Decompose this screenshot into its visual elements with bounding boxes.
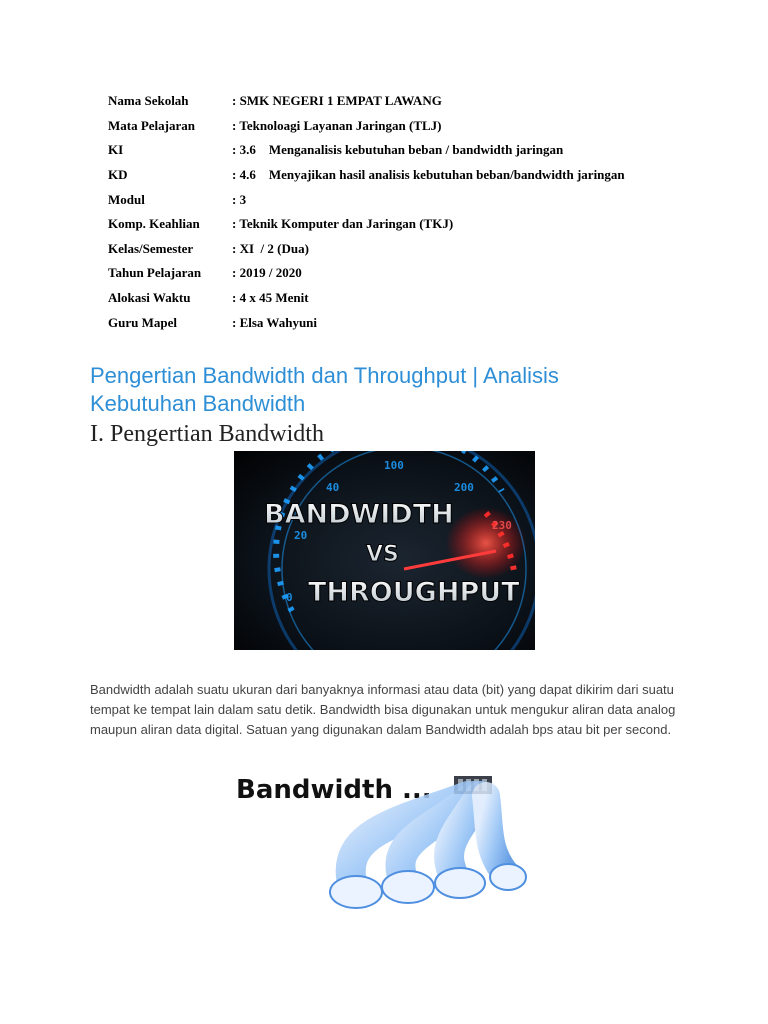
info-label: Mata Pelajaran bbox=[108, 117, 196, 133]
gauge-tick-label: 40 bbox=[326, 481, 340, 494]
info-row-school bbox=[108, 89, 625, 114]
info-label: KD bbox=[108, 167, 128, 183]
bandwidth-vs-throughput-image bbox=[234, 451, 535, 650]
info-row-subject bbox=[108, 114, 625, 139]
info-row-year bbox=[108, 261, 625, 286]
info-label: Komp. Keahlian bbox=[108, 216, 200, 232]
figure-text-throughput: THROUGHPUT bbox=[308, 577, 520, 608]
bandwidth-tubes-image bbox=[228, 762, 528, 918]
info-row-ki bbox=[108, 138, 625, 163]
figure-text-bandwidth-dots: Bandwidth ... bbox=[236, 775, 432, 805]
gauge-tick-label: 200 bbox=[454, 481, 474, 494]
gauge-tick-label: 20 bbox=[294, 529, 308, 542]
speedometer-graphic bbox=[234, 451, 535, 650]
info-row-module bbox=[108, 187, 625, 212]
info-label: Tahun Pelajaran bbox=[108, 265, 202, 281]
info-label: Guru Mapel bbox=[108, 314, 177, 330]
info-label: Modul bbox=[108, 191, 145, 207]
info-label: Kelas/Semester bbox=[108, 240, 194, 256]
info-value: : 4 x 45 Menit bbox=[232, 290, 309, 306]
info-label: Nama Sekolah bbox=[108, 93, 189, 109]
info-label: Alokasi Waktu bbox=[108, 290, 191, 306]
bandwidth-tubes-graphic bbox=[228, 762, 528, 918]
figure-text-bandwidth: BANDWIDTH bbox=[264, 499, 454, 530]
info-row-teacher bbox=[108, 310, 625, 335]
info-value: : 3 bbox=[232, 191, 247, 207]
bandwidth-definition-paragraph: Bandwidth adalah suatu ukuran dari banyaknya informasi atau data (bit) yang dapat dikirim dari suatu tempat ke tempat lain dalam satu detik. Bandwidth bisa digunakan untuk mengukur aliran data analog maupun aliran data digital. Satuan yang digunakan dalam Bandwidth adalah bps atau bit per second. bbox=[90, 682, 676, 737]
section-heading: I. Pengertian Bandwidth bbox=[90, 421, 324, 447]
school-info-table bbox=[108, 89, 625, 335]
info-value: : SMK NEGERI 1 EMPAT LAWANG bbox=[232, 93, 442, 109]
info-row-kd bbox=[108, 163, 625, 188]
info-value: : XI / 2 (Dua) bbox=[232, 240, 309, 256]
info-value: : Teknoloagi Layanan Jaringan (TLJ) bbox=[232, 117, 442, 133]
info-value: : 4.6 Menyajikan hasil analisis kebutuhan beban/bandwidth jaringan bbox=[232, 167, 625, 183]
info-value: : 3.6 Menganalisis kebutuhan beban / bandwidth jaringan bbox=[232, 142, 564, 158]
gauge-tick-label: 0 bbox=[286, 591, 293, 604]
page-title[interactable]: Pengertian Bandwidth dan Throughput | Analisis Kebutuhan Bandwidth bbox=[90, 363, 559, 416]
info-label: KI bbox=[108, 142, 124, 158]
info-row-expertise bbox=[108, 212, 625, 237]
info-row-time bbox=[108, 286, 625, 311]
info-value: : Elsa Wahyuni bbox=[232, 314, 318, 330]
info-value: : Teknik Komputer dan Jaringan (TKJ) bbox=[232, 216, 454, 232]
info-value: : 2019 / 2020 bbox=[232, 265, 302, 281]
info-row-class bbox=[108, 237, 625, 262]
gauge-tick-label: 230 bbox=[492, 519, 512, 532]
gauge-tick-label: 100 bbox=[384, 459, 404, 472]
figure-text-vs: VS bbox=[366, 542, 399, 567]
